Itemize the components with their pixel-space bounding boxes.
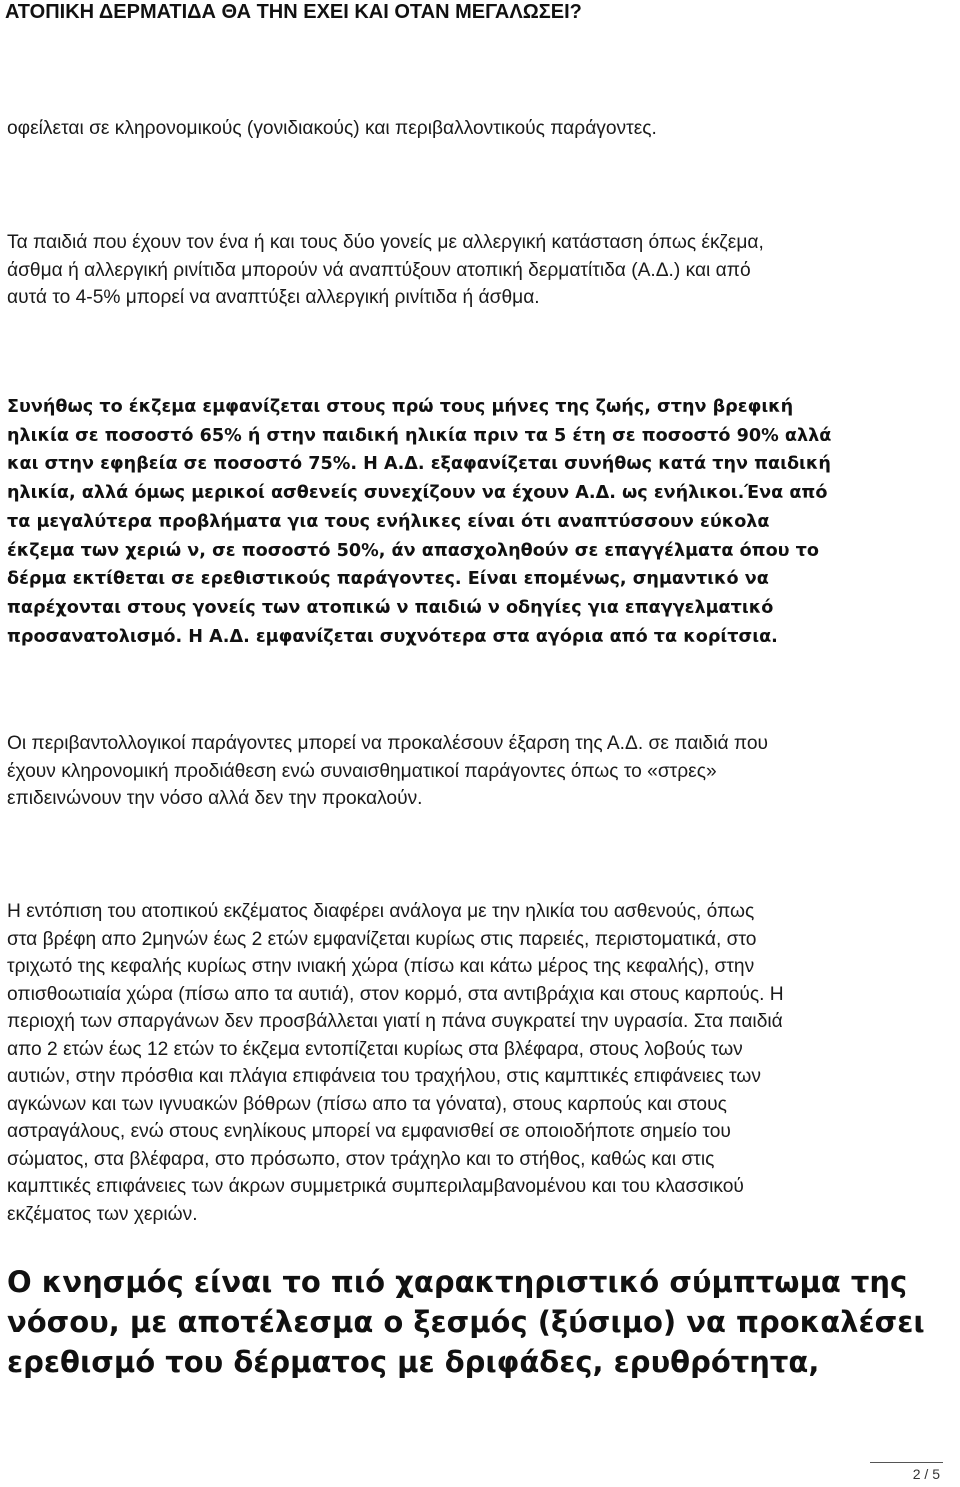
text-line: τα μεγαλύτερα προβλήματα για τους ενήλικες είναι ότι αναπτύσσουν εύκολα — [7, 511, 770, 532]
text-line: οπισθοωτιαία χώρα (πίσω απο τα αυτιά), στον κορμό, στα αντιβράχια και στους καρπούς. Η — [7, 983, 784, 1005]
text-line: καμπτικές επιφάνειες των άκρων συμμετρικά συμπεριλαμβανομένου και του κλασσικού — [7, 1176, 744, 1197]
text-line: οφείλεται σε κληρονομικούς (γονιδιακούς) και περιβαλλοντικούς παράγοντες. — [7, 118, 657, 139]
page-title: ΑΤΟΠΙΚΗ ΔΕΡΜΑΤΙΔΑ ΘΑ ΤΗΝ ΕΧΕΙ ΚΑΙ ΟΤΑΝ ΜΕΓΑΛΩΣΕΙ? — [5, 1, 582, 23]
headline-line: ερεθισμό του δέρματος με δριφάδες, ερυθρότητα, — [7, 1345, 820, 1379]
footer-divider — [870, 1462, 943, 1463]
paragraph-children-parents — [7, 229, 955, 312]
text-line: Η εντόπιση του ατοπικού εκζέματος διαφέρει ανάλογα με την ηλικία του ασθενούς, όπως — [7, 901, 755, 922]
text-line: Τα παιδιά που έχουν τον ένα ή και τους δύο γονείς με αλλεργική κατάσταση όπως έκζεμα, — [7, 232, 764, 253]
headline-itching — [7, 1262, 955, 1382]
text-line: αυτιών, στην πρόσθια και πλάγια επιφάνεια του τραχήλου, στις καμπτικές επιφάνειες των — [7, 1066, 761, 1087]
text-line: απο 2 ετών έως 12 ετών το έκζεμα εντοπίζεται κυρίως στα βλέφαρα, στους λοβούς των — [7, 1038, 743, 1060]
text-line: Συνήθως το έκζεμα εμφανίζεται στους πρώ τους μήνες της ζωής, στην βρεφική — [7, 397, 794, 417]
text-line: τριχωτό της κεφαλής κυρίως στην ινιακή χώρα (πίσω και κάτω μέρος της κεφαλής), στην — [7, 956, 755, 977]
paragraph-hereditary-factors — [7, 115, 955, 143]
text-line: επιδεινώνουν την νόσο αλλά δεν την προκαλούν. — [7, 788, 423, 809]
paragraph-eczema-location — [7, 898, 955, 1228]
headline-line: Ο κνησμός είναι το πιό χαρακτηριστικό σύμπτωμα της — [7, 1265, 908, 1299]
paragraph-environmental-factors — [7, 730, 955, 813]
text-line: Οι περιβαντολλογικοί παράγοντες μπορεί να προκαλέσουν έξαρση της Α.Δ. σε παιδιά που — [7, 733, 769, 754]
text-line: και στην εφηβεία σε ποσοστό 75%. Η Α.Δ. εξαφανίζεται συνήθως κατά την παιδική — [7, 454, 831, 475]
text-line: προσανατολισμό. Η Α.Δ. εμφανίζεται συχνότερα στα αγόρια από τα κορίτσια. — [7, 626, 778, 647]
text-line: περιοχή των σπαργάνων δεν προσβάλλεται γιατί η πάνα συγκρατεί την υγρασία. Στα παιδιά — [7, 1011, 783, 1032]
text-line: στα βρέφη απο 2μηνών έως 2 ετών εμφανίζεται κυρίως στις παρειές, περιστοματικά, στο — [7, 928, 757, 950]
text-line: αγκώνων και των ιγνυακών βόθρων (πίσω απο τα γόνατα), στους καρπούς και στους — [7, 1093, 727, 1115]
paragraph-eczema-onset — [7, 393, 955, 651]
text-line: έκζεμα των χεριώ ν, σε ποσοστό 50%, άν απασχοληθούν σε επαγγέλματα όπου το — [7, 540, 819, 561]
page-number: 2 / 5 — [912, 1466, 940, 1482]
text-line: εκζέματος των χεριών. — [7, 1203, 198, 1225]
text-line: σώματος, στα βλέφαρα, στο πρόσωπο, στον τράχηλο και το στήθος, καθώς και στις — [7, 1148, 715, 1170]
text-line: ηλικία σε ποσοστό 65% ή στην παιδική ηλικία πριν τα 5 έτη σε ποσοστό 90% αλλά — [7, 425, 832, 446]
text-line: έχουν κληρονομική προδιάθεση ενώ συναισθηματικοί παράγοντες όπως το «στρες» — [7, 760, 717, 782]
text-line: άσθμα ή αλλεργική ρινίτιδα μπορούν νά αναπτύξουν ατοπική δερματίτιδα (Α.Δ.) και από — [7, 259, 751, 281]
text-line: αστραγάλους, ενώ στους ενηλίκους μπορεί να εμφανισθεί σε οποιοδήποτε σημείο του — [7, 1121, 731, 1142]
text-line: αυτά το 4-5% μπορεί να αναπτύξει αλλεργική ρινίτιδα ή άσθμα. — [7, 287, 540, 308]
text-line: ηλικία, αλλά όμως μερικοί ασθενείς συνεχίζουν να έχουν Α.Δ. ως ενήλικοι.Ένα από — [7, 483, 828, 504]
text-line: παρέχονται στους γονείς των ατοπικώ ν παιδιώ ν οδηγίες για επαγγελματικό — [7, 597, 774, 618]
text-line: δέρμα εκτίθεται σε ερεθιστικούς παράγοντες. Είναι επομένως, σημαντικό να — [7, 569, 769, 590]
headline-line: νόσου, με αποτέλεσμα ο ξεσμός (ξύσιμο) να προκαλέσει — [7, 1305, 925, 1339]
